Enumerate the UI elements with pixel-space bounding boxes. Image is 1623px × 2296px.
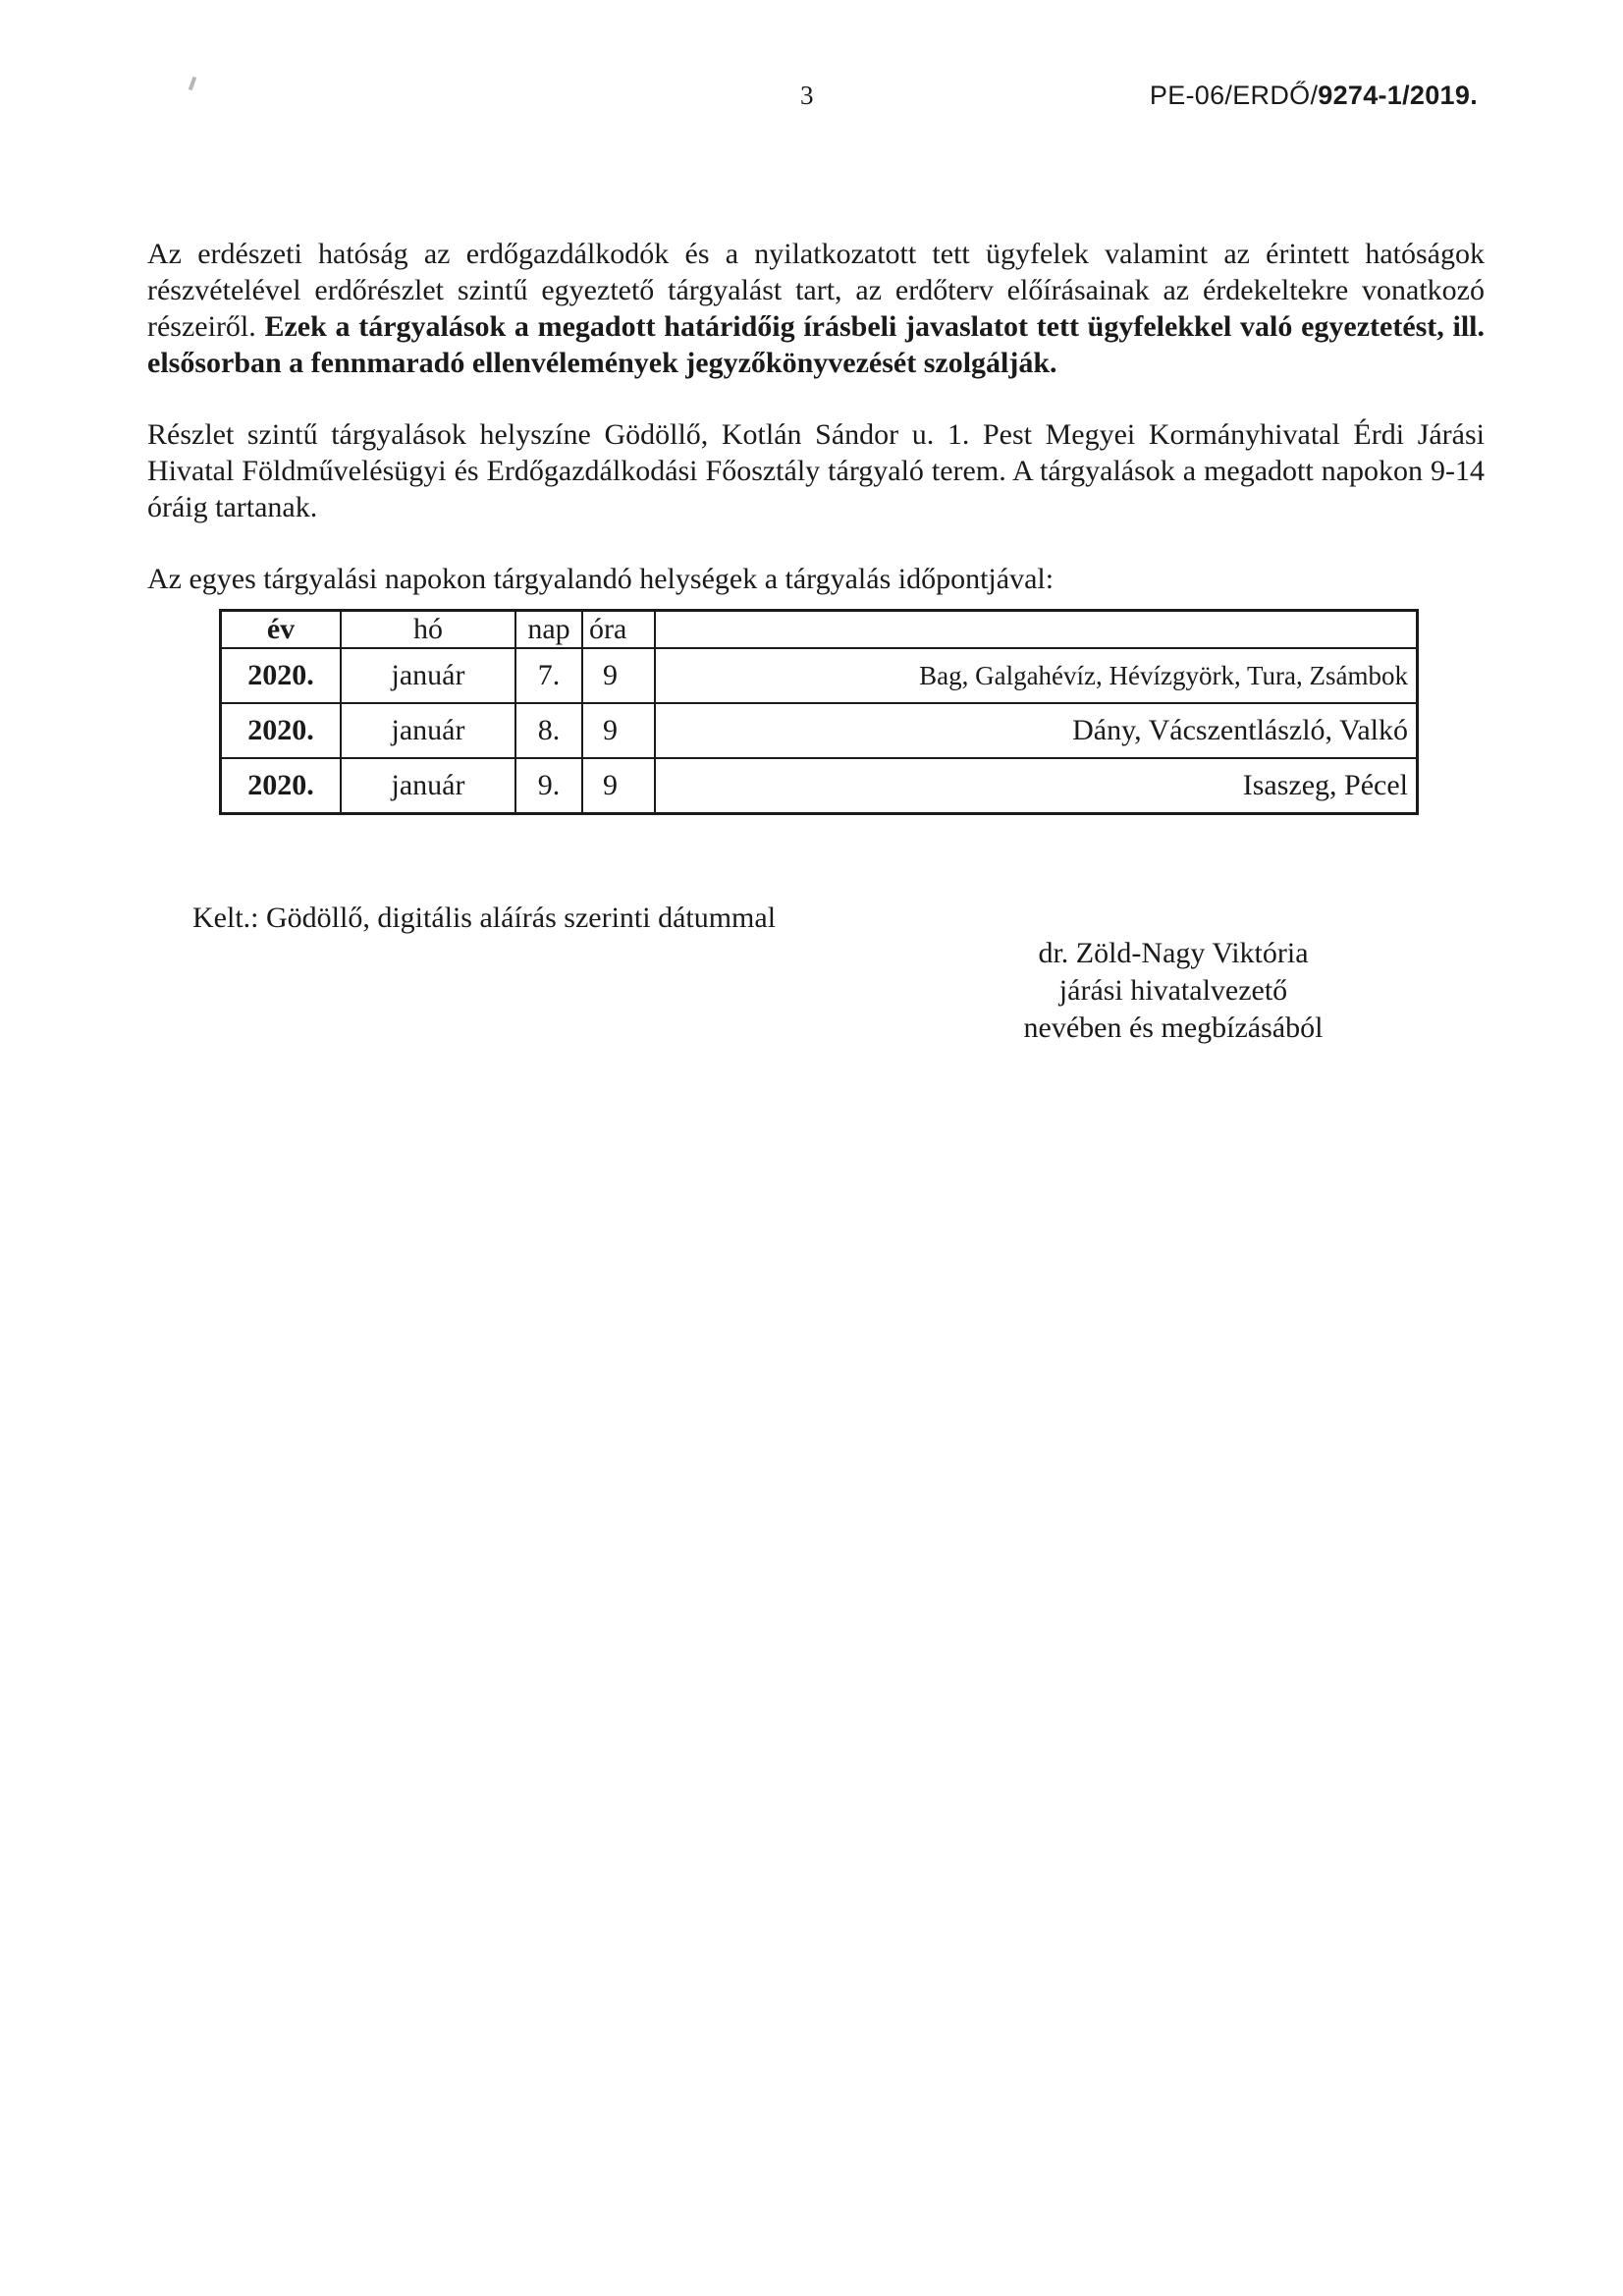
table-row: [221, 758, 1418, 814]
signatory-title: járási hivatalvezető: [1058, 974, 1288, 1007]
header-ora: óra: [582, 611, 655, 649]
table-row: [221, 648, 1418, 703]
page-number: 3: [800, 81, 814, 110]
schedule-table: [219, 609, 1419, 815]
signatory-name: dr. Zöld-Nagy Viktória: [1038, 937, 1309, 969]
cell-places: Dány, Vácszentlászló, Valkó: [655, 703, 1418, 758]
cell-ho: január: [341, 758, 515, 814]
header-ho: hó: [341, 611, 515, 649]
document-reference-prefix: PE-06/ERDŐ/: [1149, 81, 1319, 110]
cell-ev: 2020.: [221, 758, 342, 814]
signature-block: [987, 935, 1360, 1047]
paragraph-negotiation-info: [147, 236, 1485, 381]
cell-places: Bag, Galgahévíz, Hévízgyörk, Tura, Zsámbok: [655, 648, 1418, 703]
paragraph-negotiation-text: Az erdészeti hatóság az erdőgazdálkodók és a nyilatkozatott tett ügyfelek valamint az érintett hatóságok részvételével erdőrészlet szintű egyeztető tárgyalást tart, az erdőterv előírásainak az érdekeltekre vonatkozó részeiről.: [147, 238, 1485, 343]
header-nap: nap: [515, 611, 582, 649]
document-body: [147, 236, 1485, 597]
cell-nap: 8.: [515, 703, 582, 758]
signatory-note: nevében és megbízásából: [1023, 1011, 1324, 1044]
cell-ora: 9: [582, 648, 655, 703]
cell-ho: január: [341, 703, 515, 758]
schedule-header-row: [221, 611, 1418, 649]
cell-ev: 2020.: [221, 648, 342, 703]
table-row: [221, 703, 1418, 758]
paragraph-negotiation-bold: Ezek a tárgyalások a megadott határidőig írásbeli javaslatot tett ügyfelekkel való egyeztetést, ill. elsősorban a fennmaradó ellenvélemények jegyzőkönyvezését szolgálják.: [147, 310, 1486, 379]
paragraph-location: Részlet szintű tárgyalások helyszíne Gödöllő, Kotlán Sándor u. 1. Pest Megyei Kormányhivatal Érdi Járási Hivatal Földművelésügyi és Erdőgazdálkodási Főosztály tárgyaló terem. A tárgyalások a megadott napokon 9-14 óráig tartanak.: [147, 418, 1485, 523]
cell-ho: január: [341, 648, 515, 703]
header-ev: év: [221, 611, 342, 649]
cell-ev: 2020.: [221, 703, 342, 758]
cell-ora: 9: [582, 703, 655, 758]
table-intro: Az egyes tárgyalási napokon tárgyalandó helységek a tárgyalás időpontjával:: [147, 563, 1055, 595]
cell-nap: 9.: [515, 758, 582, 814]
date-place-line: Kelt.: Gödöllő, digitális aláírás szerinti dátummal: [192, 902, 777, 934]
header-places: [655, 611, 1418, 649]
cell-ora: 9: [582, 758, 655, 814]
document-reference: [1150, 81, 1478, 111]
cell-nap: 7.: [515, 648, 582, 703]
cell-places: Isaszeg, Pécel: [655, 758, 1418, 814]
scan-mark: [189, 77, 197, 91]
document-reference-number: 9274-1/2019.: [1318, 81, 1478, 110]
